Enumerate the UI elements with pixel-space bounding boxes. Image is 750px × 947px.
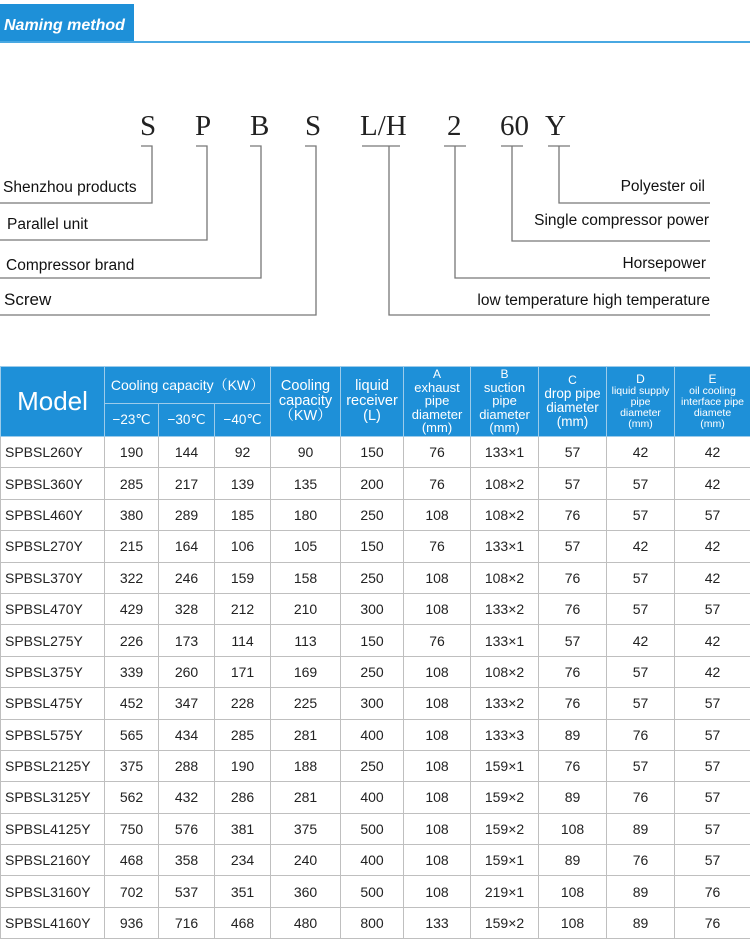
cell-drop-pipe: 108 [539,907,607,938]
cell-cooling-minus30: 164 [159,531,215,562]
cell-oil-cooling-pipe: 42 [675,437,750,468]
cell-cooling-minus30: 576 [159,813,215,844]
header-drop-pipe: C drop pipe diameter (mm) [539,367,607,437]
cell-cooling-capacity: 375 [271,813,341,844]
cell-oil-cooling-pipe: 57 [675,593,750,624]
table-row [1,593,750,624]
header-oil-cooling-pipe: E oil cooling interface pipe diamete (mm) [675,367,750,437]
cell-model: SPBSL375Y [1,656,105,687]
cell-liquid-receiver: 150 [341,437,404,468]
cell-oil-cooling-pipe: 57 [675,750,750,781]
header-temp-minus30: −30℃ [159,404,215,437]
table-row [1,656,750,687]
cell-liquid-supply-pipe: 57 [607,468,675,499]
cell-cooling-capacity: 180 [271,499,341,530]
cell-exhaust-pipe: 108 [404,593,471,624]
cell-cooling-minus40: 286 [215,782,271,813]
label-single-compressor-power: Single compressor power [534,212,709,229]
cell-suction-pipe: 133×2 [471,593,539,624]
cell-exhaust-pipe: 108 [404,688,471,719]
label-screw: Screw [4,290,52,309]
cell-exhaust-pipe: 108 [404,719,471,750]
cell-model: SPBSL260Y [1,437,105,468]
cell-oil-cooling-pipe: 42 [675,531,750,562]
cell-cooling-minus30: 347 [159,688,215,719]
cell-model: SPBSL470Y [1,593,105,624]
section-title: Naming method [4,17,125,34]
cell-cooling-minus23: 468 [105,845,159,876]
cell-liquid-receiver: 150 [341,531,404,562]
cell-liquid-receiver: 250 [341,656,404,687]
cell-liquid-supply-pipe: 42 [607,531,675,562]
cell-cooling-minus23: 429 [105,593,159,624]
cell-oil-cooling-pipe: 57 [675,688,750,719]
cell-liquid-receiver: 500 [341,876,404,907]
cell-exhaust-pipe: 76 [404,531,471,562]
cell-drop-pipe: 76 [539,593,607,624]
cell-cooling-minus30: 217 [159,468,215,499]
cell-liquid-receiver: 250 [341,499,404,530]
cell-drop-pipe: 89 [539,782,607,813]
cell-exhaust-pipe: 133 [404,907,471,938]
cell-oil-cooling-pipe: 42 [675,656,750,687]
header-cooling-capacity-group: Cooling capacity（KW） [105,367,271,404]
cell-liquid-receiver: 400 [341,845,404,876]
cell-model: SPBSL460Y [1,499,105,530]
cell-cooling-minus23: 190 [105,437,159,468]
cell-exhaust-pipe: 108 [404,562,471,593]
cell-drop-pipe: 108 [539,813,607,844]
cell-model: SPBSL3125Y [1,782,105,813]
cell-cooling-minus23: 322 [105,562,159,593]
cell-model: SPBSL270Y [1,531,105,562]
cell-cooling-minus40: 159 [215,562,271,593]
cell-model: SPBSL370Y [1,562,105,593]
cell-cooling-minus23: 702 [105,876,159,907]
table-row [1,719,750,750]
cell-drop-pipe: 76 [539,656,607,687]
table-row [1,876,750,907]
cell-cooling-minus40: 351 [215,876,271,907]
cell-cooling-minus40: 228 [215,688,271,719]
cell-cooling-capacity: 360 [271,876,341,907]
table-row [1,625,750,656]
cell-liquid-supply-pipe: 57 [607,593,675,624]
spec-table [0,366,750,939]
cell-drop-pipe: 108 [539,876,607,907]
header-model: Model [1,367,105,437]
cell-cooling-minus23: 750 [105,813,159,844]
cell-liquid-supply-pipe: 42 [607,437,675,468]
cell-suction-pipe: 159×2 [471,907,539,938]
cell-suction-pipe: 133×2 [471,688,539,719]
cell-suction-pipe: 219×1 [471,876,539,907]
header-exhaust-pipe: A exhaust pipe diameter (mm) [404,367,471,437]
cell-cooling-minus40: 285 [215,719,271,750]
cell-cooling-minus23: 562 [105,782,159,813]
cell-liquid-supply-pipe: 57 [607,688,675,719]
code-letter-p: P [195,110,212,142]
header-temp-minus40: −40℃ [215,404,271,437]
cell-liquid-supply-pipe: 57 [607,750,675,781]
cell-exhaust-pipe: 108 [404,499,471,530]
cell-model: SPBSL2160Y [1,845,105,876]
cell-liquid-supply-pipe: 42 [607,625,675,656]
header-suction-pipe: B suction pipe diameter (mm) [471,367,539,437]
cell-liquid-supply-pipe: 57 [607,656,675,687]
cell-liquid-supply-pipe: 76 [607,719,675,750]
cell-model: SPBSL2125Y [1,750,105,781]
table-row [1,907,750,938]
cell-liquid-supply-pipe: 89 [607,813,675,844]
cell-cooling-minus40: 106 [215,531,271,562]
cell-cooling-minus23: 380 [105,499,159,530]
cell-suction-pipe: 159×2 [471,782,539,813]
cell-cooling-capacity: 281 [271,719,341,750]
cell-drop-pipe: 89 [539,845,607,876]
cell-oil-cooling-pipe: 42 [675,625,750,656]
table-row [1,499,750,530]
cell-exhaust-pipe: 108 [404,813,471,844]
cell-model: SPBSL360Y [1,468,105,499]
cell-liquid-receiver: 500 [341,813,404,844]
cell-oil-cooling-pipe: 76 [675,907,750,938]
cell-exhaust-pipe: 76 [404,437,471,468]
cell-liquid-supply-pipe: 57 [607,562,675,593]
cell-cooling-minus23: 565 [105,719,159,750]
cell-cooling-minus23: 375 [105,750,159,781]
cell-suction-pipe: 108×2 [471,468,539,499]
cell-model: SPBSL4160Y [1,907,105,938]
cell-suction-pipe: 159×1 [471,750,539,781]
connector-temperature [362,146,710,315]
cell-cooling-capacity: 105 [271,531,341,562]
cell-drop-pipe: 76 [539,688,607,719]
code-letter-y: Y [545,110,566,142]
label-parallel-unit: Parallel unit [7,216,88,233]
cell-cooling-capacity: 225 [271,688,341,719]
cell-oil-cooling-pipe: 57 [675,845,750,876]
cell-cooling-minus23: 339 [105,656,159,687]
cell-cooling-minus40: 92 [215,437,271,468]
cell-cooling-minus23: 452 [105,688,159,719]
cell-oil-cooling-pipe: 57 [675,782,750,813]
cell-exhaust-pipe: 108 [404,750,471,781]
cell-cooling-minus30: 328 [159,593,215,624]
cell-cooling-minus30: 173 [159,625,215,656]
cell-oil-cooling-pipe: 42 [675,562,750,593]
label-shenzhou-products: Shenzhou products [3,179,137,196]
cell-liquid-receiver: 250 [341,750,404,781]
header-liquid-supply-pipe: D liquid supply pipe diameter (mm) [607,367,675,437]
table-row [1,813,750,844]
cell-cooling-minus23: 285 [105,468,159,499]
cell-liquid-receiver: 300 [341,688,404,719]
cell-cooling-capacity: 158 [271,562,341,593]
cell-model: SPBSL275Y [1,625,105,656]
cell-drop-pipe: 57 [539,468,607,499]
cell-drop-pipe: 57 [539,437,607,468]
table-row [1,845,750,876]
code-letter-s2: S [305,110,322,142]
label-compressor-brand: Compressor brand [6,257,135,274]
cell-cooling-minus30: 288 [159,750,215,781]
cell-drop-pipe: 76 [539,750,607,781]
cell-liquid-supply-pipe: 76 [607,782,675,813]
cell-liquid-receiver: 250 [341,562,404,593]
cell-exhaust-pipe: 108 [404,656,471,687]
cell-suction-pipe: 133×1 [471,437,539,468]
spec-table-body [1,437,750,939]
cell-liquid-receiver: 400 [341,782,404,813]
table-row [1,688,750,719]
cell-suction-pipe: 133×3 [471,719,539,750]
cell-suction-pipe: 108×2 [471,562,539,593]
cell-suction-pipe: 159×1 [471,845,539,876]
cell-model: SPBSL475Y [1,688,105,719]
cell-suction-pipe: 108×2 [471,499,539,530]
cell-cooling-minus30: 260 [159,656,215,687]
cell-cooling-minus40: 171 [215,656,271,687]
cell-cooling-capacity: 188 [271,750,341,781]
header-temp-minus23: −23℃ [105,404,159,437]
cell-cooling-minus30: 537 [159,876,215,907]
cell-model: SPBSL575Y [1,719,105,750]
table-row [1,562,750,593]
cell-model: SPBSL4125Y [1,813,105,844]
cell-liquid-receiver: 800 [341,907,404,938]
cell-cooling-minus40: 114 [215,625,271,656]
cell-oil-cooling-pipe: 42 [675,468,750,499]
table-row [1,531,750,562]
cell-cooling-capacity: 90 [271,437,341,468]
code-letter-lh: L/H [360,110,407,142]
cell-suction-pipe: 133×1 [471,625,539,656]
cell-exhaust-pipe: 76 [404,468,471,499]
cell-drop-pipe: 76 [539,499,607,530]
cell-exhaust-pipe: 108 [404,845,471,876]
code-letter-60: 60 [500,110,529,142]
cell-cooling-capacity: 135 [271,468,341,499]
cell-cooling-capacity: 281 [271,782,341,813]
cell-oil-cooling-pipe: 57 [675,719,750,750]
cell-liquid-supply-pipe: 89 [607,907,675,938]
cell-liquid-receiver: 300 [341,593,404,624]
cell-suction-pipe: 108×2 [471,656,539,687]
cell-liquid-supply-pipe: 76 [607,845,675,876]
cell-cooling-minus23: 936 [105,907,159,938]
cell-model: SPBSL3160Y [1,876,105,907]
table-row [1,437,750,468]
cell-oil-cooling-pipe: 57 [675,813,750,844]
connector-lines [0,0,750,330]
cell-oil-cooling-pipe: 76 [675,876,750,907]
cell-liquid-supply-pipe: 57 [607,499,675,530]
cell-drop-pipe: 57 [539,531,607,562]
cell-cooling-minus30: 246 [159,562,215,593]
cell-cooling-minus23: 215 [105,531,159,562]
code-letter-s1: S [140,110,157,142]
cell-oil-cooling-pipe: 57 [675,499,750,530]
cell-drop-pipe: 76 [539,562,607,593]
cell-cooling-minus40: 234 [215,845,271,876]
cell-cooling-capacity: 169 [271,656,341,687]
cell-cooling-capacity: 480 [271,907,341,938]
cell-cooling-capacity: 240 [271,845,341,876]
cell-cooling-minus30: 289 [159,499,215,530]
cell-liquid-supply-pipe: 89 [607,876,675,907]
table-row [1,750,750,781]
code-letter-2: 2 [447,110,462,142]
cell-cooling-capacity: 210 [271,593,341,624]
label-temperature: low temperature high temperature [477,292,710,309]
cell-cooling-minus40: 190 [215,750,271,781]
cell-cooling-minus40: 212 [215,593,271,624]
cell-cooling-minus30: 716 [159,907,215,938]
cell-drop-pipe: 57 [539,625,607,656]
cell-liquid-receiver: 400 [341,719,404,750]
cell-cooling-minus40: 185 [215,499,271,530]
cell-cooling-minus23: 226 [105,625,159,656]
cell-cooling-minus30: 434 [159,719,215,750]
cell-suction-pipe: 133×1 [471,531,539,562]
cell-exhaust-pipe: 108 [404,782,471,813]
cell-cooling-minus30: 358 [159,845,215,876]
cell-exhaust-pipe: 108 [404,876,471,907]
cell-liquid-receiver: 200 [341,468,404,499]
cell-cooling-capacity: 113 [271,625,341,656]
table-row [1,782,750,813]
cell-cooling-minus30: 432 [159,782,215,813]
cell-drop-pipe: 89 [539,719,607,750]
cell-liquid-receiver: 150 [341,625,404,656]
cell-cooling-minus40: 468 [215,907,271,938]
label-horsepower: Horsepower [622,255,706,272]
cell-exhaust-pipe: 76 [404,625,471,656]
header-liquid-receiver: liquid receiver (L) [341,367,404,437]
code-letter-b: B [250,110,270,142]
cell-cooling-minus40: 381 [215,813,271,844]
cell-suction-pipe: 159×2 [471,813,539,844]
table-row [1,468,750,499]
cell-cooling-minus30: 144 [159,437,215,468]
label-polyester-oil: Polyester oil [620,178,705,195]
cell-cooling-minus40: 139 [215,468,271,499]
header-cooling-capacity: Cooling capacity （KW） [271,367,341,437]
